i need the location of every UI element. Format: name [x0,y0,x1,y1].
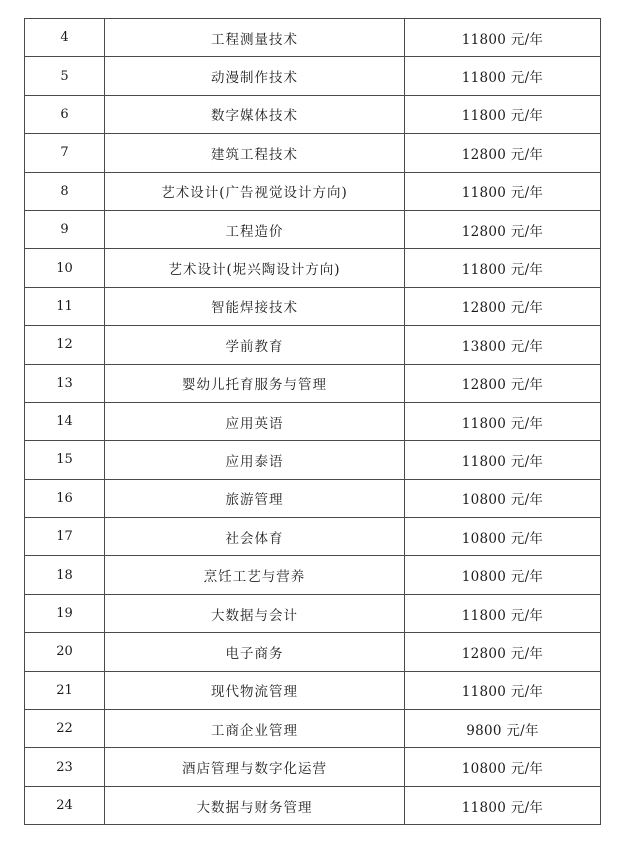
tuition-fee-cell: 12800 元/年 [405,287,601,325]
table-row [25,287,601,325]
major-name-cell: 工程测量技术 [105,19,405,57]
major-name-cell: 艺术设计(坭兴陶设计方向) [105,249,405,287]
row-number-cell: 19 [25,594,105,632]
table-row [25,57,601,95]
table-row [25,402,601,440]
tuition-fee-cell: 11800 元/年 [405,671,601,709]
tuition-fee-cell: 10800 元/年 [405,748,601,786]
major-name-cell: 建筑工程技术 [105,134,405,172]
tuition-fee-cell: 10800 元/年 [405,518,601,556]
major-name-cell: 旅游管理 [105,479,405,517]
tuition-fee-cell: 10800 元/年 [405,479,601,517]
major-name-cell: 大数据与会计 [105,594,405,632]
row-number-cell: 21 [25,671,105,709]
tuition-fee-cell: 11800 元/年 [405,249,601,287]
table-row [25,210,601,248]
major-name-cell: 工商企业管理 [105,710,405,748]
row-number-cell: 10 [25,249,105,287]
row-number-cell: 22 [25,710,105,748]
row-number-cell: 4 [25,19,105,57]
tuition-fee-cell: 11800 元/年 [405,19,601,57]
table-row [25,633,601,671]
tuition-fee-cell: 13800 元/年 [405,326,601,364]
row-number-cell: 8 [25,172,105,210]
row-number-cell: 6 [25,95,105,133]
tuition-fee-cell: 11800 元/年 [405,594,601,632]
tuition-table [24,18,601,825]
row-number-cell: 12 [25,326,105,364]
major-name-cell: 智能焊接技术 [105,287,405,325]
table-row [25,441,601,479]
row-number-cell: 24 [25,786,105,824]
tuition-fee-cell: 11800 元/年 [405,57,601,95]
table-row [25,172,601,210]
major-name-cell: 应用英语 [105,402,405,440]
table-row [25,134,601,172]
row-number-cell: 7 [25,134,105,172]
major-name-cell: 烹饪工艺与营养 [105,556,405,594]
row-number-cell: 17 [25,518,105,556]
tuition-fee-cell: 11800 元/年 [405,172,601,210]
row-number-cell: 16 [25,479,105,517]
table-row [25,786,601,824]
table-row [25,710,601,748]
tuition-table-container [24,18,600,825]
major-name-cell: 数字媒体技术 [105,95,405,133]
table-row [25,249,601,287]
table-row [25,748,601,786]
tuition-fee-cell: 11800 元/年 [405,441,601,479]
row-number-cell: 9 [25,210,105,248]
major-name-cell: 学前教育 [105,326,405,364]
tuition-fee-cell: 12800 元/年 [405,134,601,172]
table-row [25,95,601,133]
row-number-cell: 23 [25,748,105,786]
tuition-fee-cell: 11800 元/年 [405,786,601,824]
row-number-cell: 14 [25,402,105,440]
table-row [25,518,601,556]
table-row [25,364,601,402]
row-number-cell: 18 [25,556,105,594]
major-name-cell: 社会体育 [105,518,405,556]
row-number-cell: 20 [25,633,105,671]
major-name-cell: 应用泰语 [105,441,405,479]
major-name-cell: 酒店管理与数字化运营 [105,748,405,786]
table-row [25,479,601,517]
major-name-cell: 艺术设计(广告视觉设计方向) [105,172,405,210]
tuition-fee-cell: 11800 元/年 [405,95,601,133]
row-number-cell: 11 [25,287,105,325]
tuition-fee-cell: 11800 元/年 [405,402,601,440]
tuition-fee-cell: 12800 元/年 [405,364,601,402]
tuition-fee-cell: 12800 元/年 [405,633,601,671]
tuition-table-body [25,19,601,825]
row-number-cell: 5 [25,57,105,95]
table-row [25,326,601,364]
table-row [25,594,601,632]
table-row [25,671,601,709]
row-number-cell: 15 [25,441,105,479]
table-row [25,19,601,57]
row-number-cell: 13 [25,364,105,402]
tuition-fee-cell: 12800 元/年 [405,210,601,248]
tuition-fee-cell: 10800 元/年 [405,556,601,594]
table-row [25,556,601,594]
major-name-cell: 大数据与财务管理 [105,786,405,824]
major-name-cell: 动漫制作技术 [105,57,405,95]
major-name-cell: 工程造价 [105,210,405,248]
major-name-cell: 婴幼儿托育服务与管理 [105,364,405,402]
major-name-cell: 现代物流管理 [105,671,405,709]
major-name-cell: 电子商务 [105,633,405,671]
tuition-fee-cell: 9800 元/年 [405,710,601,748]
